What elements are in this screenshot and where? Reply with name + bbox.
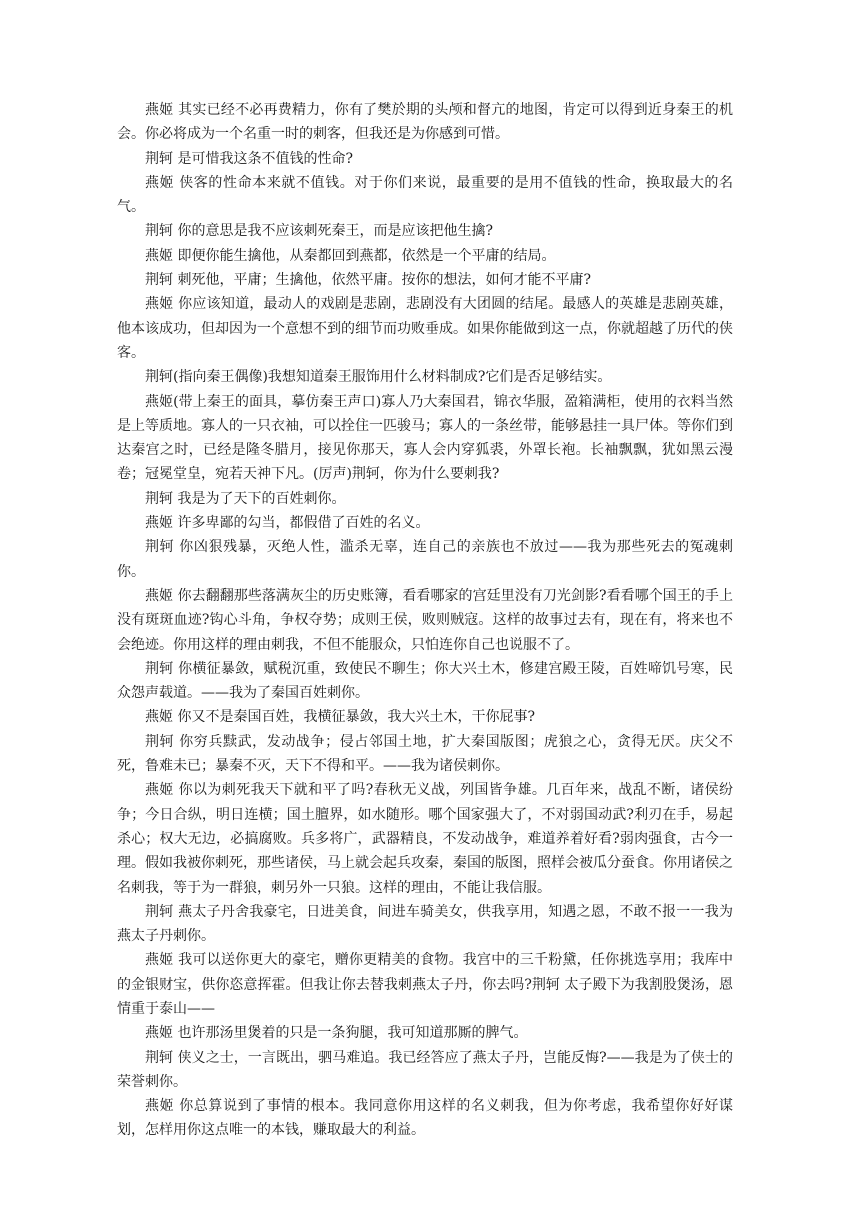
dialogue-paragraph: 荆轲 是可惜我这条不值钱的性命? xyxy=(145,150,353,167)
dialogue-paragraph: 荆轲 刺死他，平庸；生擒他，依然平庸。按你的想法，如何才能不平庸? xyxy=(145,272,591,289)
dialogue-paragraph: 荆轲(指向秦王偶像)我想知道秦王服饰用什么材料制成?它们是否足够结实。 xyxy=(145,369,612,386)
dialogue-paragraph: 荆轲 你穷兵黩武，发动战争；侵占邻国土地，扩大秦国版图；虎狼之心，贪得无厌。庆父不死，鲁难未已；暴秦不灭，天下不得和平。——我为诸侯刺你。 xyxy=(117,733,733,775)
dialogue-paragraph: 燕姬 侠客的性命本来就不值钱。对于你们来说，最重要的是用不值钱的性命，换取最大的名气。 xyxy=(117,174,733,216)
dialogue-paragraph: 燕姬 你以为刺死我天下就和平了吗?春秋无义战，列国皆争雄。几百年来，战乱不断，诸侯纷争；今日合纵，明日连横；国土膻界，如水随形。哪个国家强大了，不对弱国动武?利刃在手，易起杀心；权大无边，必搞腐败。兵多将广，武器精良，不发动战争，难道养着好看?弱肉强食，古今一理。假如我被你刺死，那些诸侯，马上就会起兵攻秦，秦国的版图，照样会被瓜分蚕食。你用诸侯之名刺我，等于为一群狼，刺另外一只狼。这样的理由，不能让我信服。 xyxy=(117,782,733,896)
dialogue-paragraph: 荆轲 燕太子丹舍我豪宅，日进美食，间进车骑美女，供我享用，知遇之恩，不敢不报一一我为燕太子丹刺你。 xyxy=(117,903,733,945)
dialogue-paragraph: 荆轲 侠义之士，一言既出，驷马难追。我已经答应了燕太子丹，岂能反悔?——我是为了侠士的荣誉刺你。 xyxy=(117,1049,733,1090)
dialogue-paragraph: 燕姬 我可以送你更大的豪宅，赠你更精美的食物。我宫中的三千粉黛，任你挑选享用；我库中的金银财宝，供你恣意挥霍。但我让你去替我刺燕太子丹，你去吗?荆轲 太子殿下为我割股煲汤，恩情重于泰山—— xyxy=(117,952,733,1017)
dialogue-paragraph: 燕姬 你又不是秦国百姓，我横征暴敛，我大兴土木，干你屁事? xyxy=(145,709,535,726)
dialogue-paragraph: 燕姬 你总算说到了事情的根本。我同意你用这样的名义刺我，但为你考虑，我希望你好好谋划，怎样用你这点唯一的本钱，赚取最大的利益。 xyxy=(117,1098,733,1139)
dialogue-paragraph: 荆轲 你的意思是我不应该刺死秦王，而是应该把他生擒? xyxy=(145,223,493,240)
dialogue-paragraph: 燕姬 许多卑鄙的勾当，都假借了百姓的名义。 xyxy=(145,515,430,532)
dialogue-paragraph: 燕姬 也许那汤里煲着的只是一条狗腿，我可知道那厮的脾气。 xyxy=(145,1025,528,1042)
dialogue-paragraph: 荆轲 我是为了天下的百姓刺你。 xyxy=(145,490,346,507)
dialogue-paragraph: 燕姬 你应该知道，最动人的戏剧是悲剧，悲剧没有大团圆的结尾。最感人的英雄是悲剧英雄，他本该成功，但却因为一个意想不到的细节而功败垂成。如果你能做到这一点，你就超越了历代的侠客。 xyxy=(117,296,733,361)
dialogue-paragraph: 燕姬 即便你能生擒他，从秦都回到燕都，依然是一个平庸的结局。 xyxy=(145,247,556,264)
dialogue-paragraph: 燕姬 其实已经不必再费精力，你有了樊於期的头颅和督亢的地图，肯定可以得到近身秦王的机会。你必将成为一个名重一时的刺客，但我还是为你感到可惜。 xyxy=(117,102,733,143)
dialogue-paragraph: 燕姬(带上秦王的面具，摹仿秦王声口)寡人乃大秦国君，锦衣华服，盈箱满柜，使用的衣料当然是上等质地。寡人的一只衣袖，可以拴住一匹骏马；寡人的一条丝带，能够悬挂一具尸体。等你们到达秦宫之时，已经是隆冬腊月，接见你那天，寡人会内穿狐裘，外罩长袍。长袖飘飘，犹如黑云漫卷；冠冕堂皇，宛若天神下凡。(厉声)荆轲，你为什么要刺我? xyxy=(117,393,733,483)
dialogue-paragraph: 荆轲 你凶狠残暴，灭绝人性，滥杀无辜，连自己的亲族也不放过——我为那些死去的冤魂刺你。 xyxy=(117,539,733,580)
dialogue-paragraph: 荆轲 你横征暴敛，赋税沉重，致使民不聊生；你大兴土木，修建宫殿王陵，百姓啼饥号寒，民众怨声载道。——我为了秦国百姓刺你。 xyxy=(117,660,733,702)
dialogue-paragraph: 燕姬 你去翻翻那些落满灰尘的历史账簿，看看哪家的宫廷里没有刀光剑影?看看哪个国王的手上没有斑斑血迹?钩心斗角，争权夺势；成则王侯，败则贼寇。这样的故事过去有，现在有，将来也不会绝迹。你用这样的理由刺我，不但不能服众，只怕连你自己也说服不了。 xyxy=(117,587,733,653)
document-body xyxy=(117,98,733,1143)
